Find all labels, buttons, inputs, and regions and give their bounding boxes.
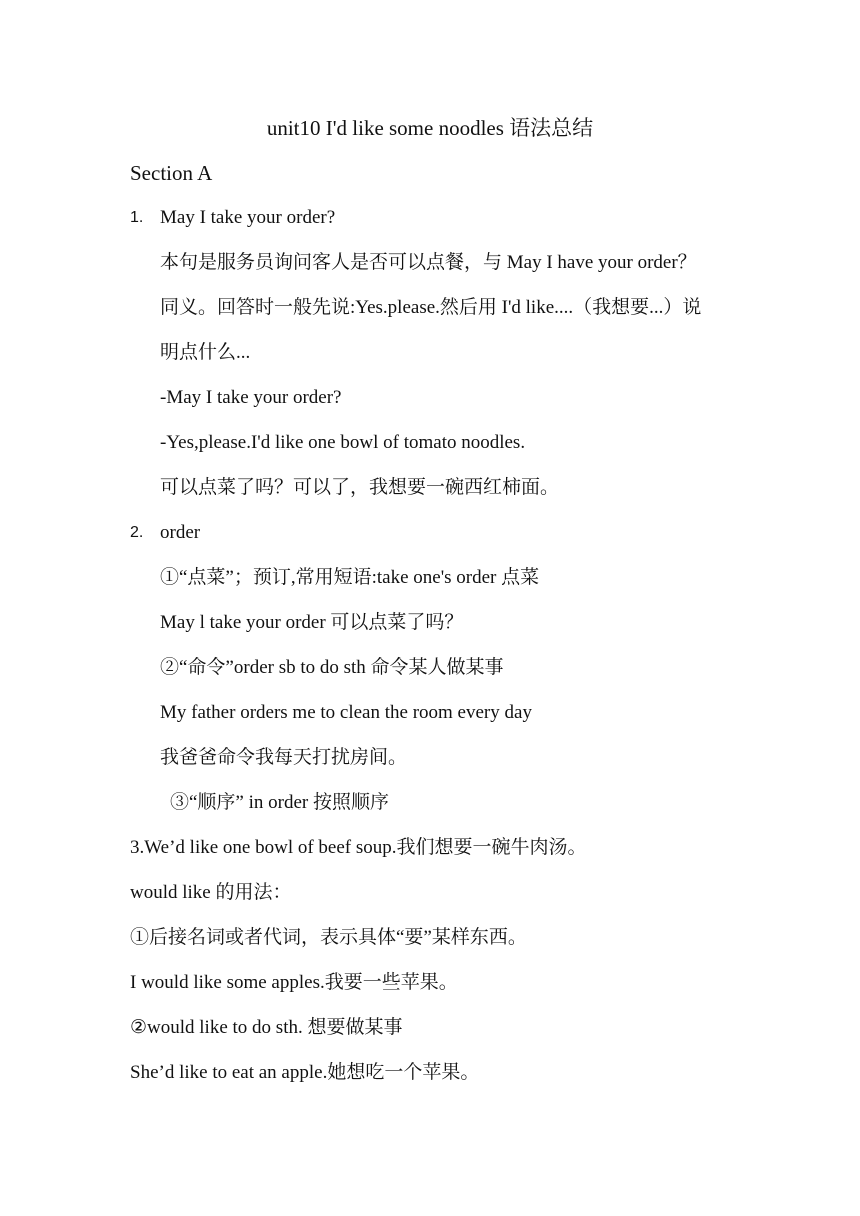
- usage-line: ②would like to do sth. 想要做某事: [130, 1017, 403, 1038]
- usage-line: ①后接名词或者代词，表示具体“要”某样东西。: [130, 927, 527, 948]
- example-sentence: -May I take your order?: [160, 387, 342, 408]
- translation-line: 我爸爸命令我每天打扰房间。: [160, 747, 408, 768]
- item-number: 2.: [130, 524, 144, 541]
- example-sentence: May l take your order 可以点菜了吗？: [160, 612, 464, 633]
- translation-line: 可以点菜了吗？可以了，我想要一碗西红柿面。: [160, 477, 560, 498]
- definition-line: ③“顺序” in order 按照顺序: [170, 792, 389, 813]
- item-heading: May I take your order?: [160, 207, 336, 228]
- section-heading: Section A: [130, 161, 213, 185]
- item-heading: order: [160, 522, 201, 543]
- example-sentence: She’d like to eat an apple.她想吃一个苹果。: [130, 1062, 480, 1083]
- paragraph-line: 明点什么...: [160, 342, 251, 363]
- paragraph-line: 本句是服务员询问客人是否可以点餐，与 May I have your order？: [160, 252, 697, 273]
- definition-line: ②“命令”order sb to do sth 命令某人做某事: [160, 657, 504, 678]
- definition-line: ①“点菜”；预订,常用短语:take one's order 点菜: [160, 567, 540, 588]
- example-sentence: -Yes,please.I'd like one bowl of tomato noodles.: [160, 432, 526, 453]
- example-sentence: I would like some apples.我要一些苹果。: [130, 972, 458, 993]
- example-sentence: My father orders me to clean the room every day: [160, 702, 532, 723]
- usage-title: would like 的用法：: [130, 882, 292, 903]
- page-title: unit10 I'd like some noodles 语法总结: [266, 116, 594, 140]
- item-heading: 3.We’d like one bowl of beef soup.我们想要一碗牛肉汤。: [130, 837, 587, 858]
- paragraph-line: 同义。回答时一般先说:Yes.please.然后用 I'd like....（我想要...）说: [160, 297, 702, 318]
- item-number: 1.: [130, 209, 144, 226]
